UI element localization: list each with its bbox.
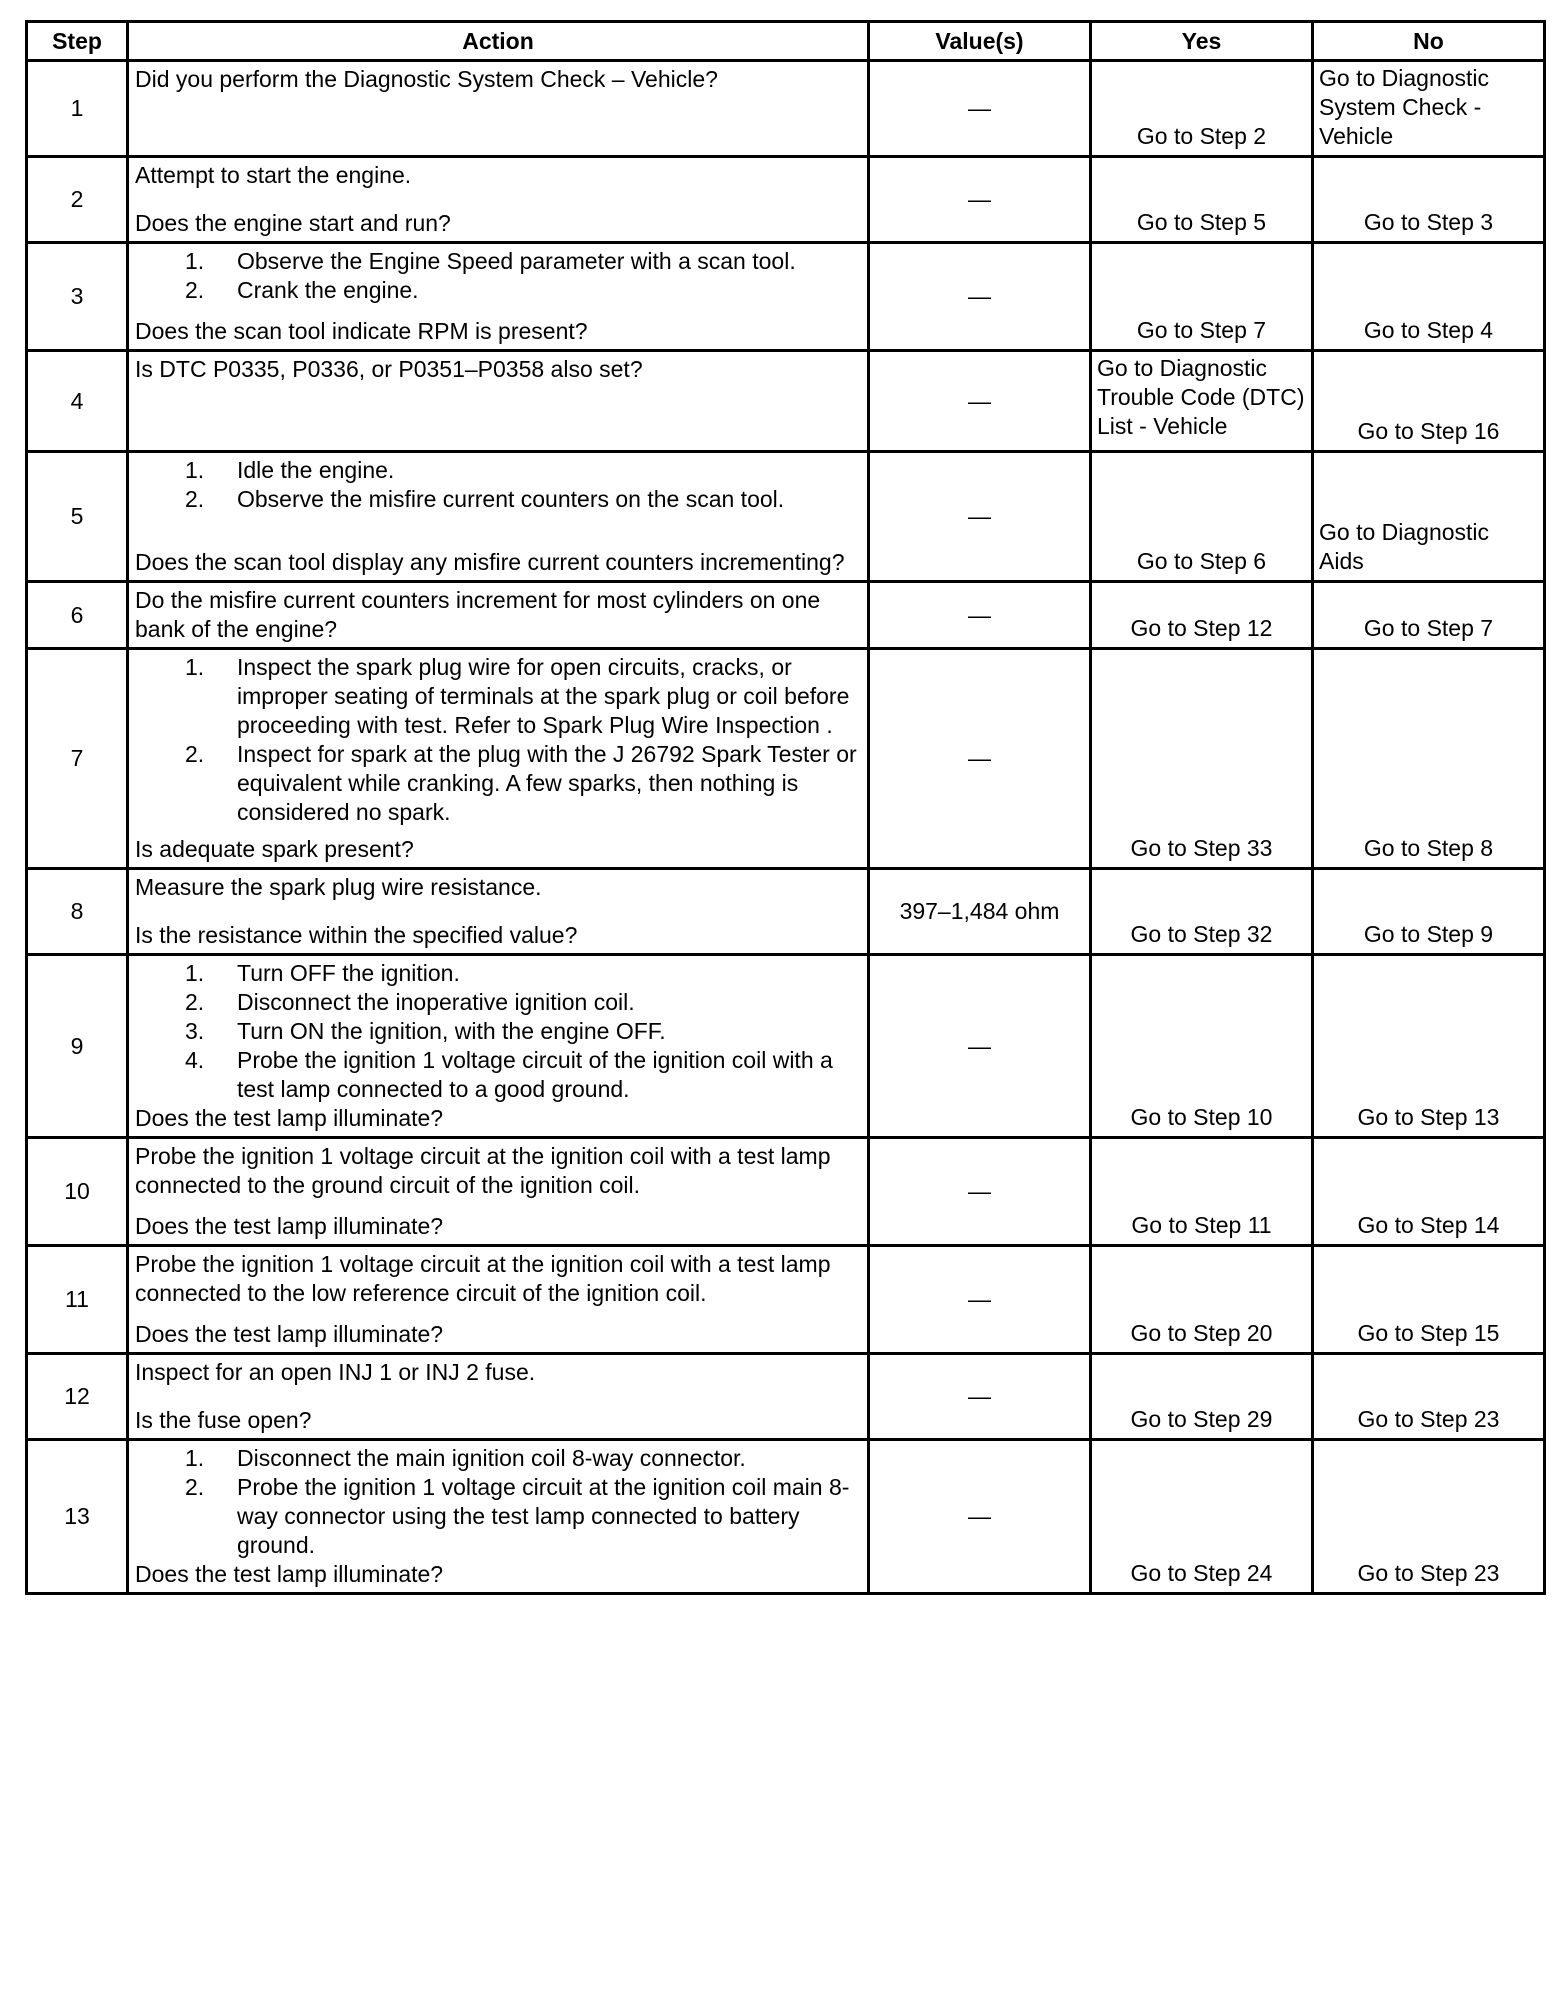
yes-outcome: Go to Diagnostic Trouble Code (DTC) List - Vehicle xyxy=(1091,351,1313,452)
action-steps-list xyxy=(135,247,862,305)
no-outcome: Go to Step 15 xyxy=(1313,1246,1545,1354)
action-cell xyxy=(128,1138,869,1246)
step-number: 12 xyxy=(27,1354,128,1440)
action-steps-list xyxy=(135,959,862,1104)
action-cell xyxy=(128,452,869,582)
action-question: Is the fuse open? xyxy=(135,1407,312,1433)
step-number: 5 xyxy=(27,452,128,582)
action-step-item: 3. Turn ON the ignition, with the engine OFF. xyxy=(185,1018,666,1044)
step-number: 8 xyxy=(27,869,128,955)
table-row xyxy=(27,452,1545,582)
action-step-item: 4. Probe the ignition 1 voltage circuit of the ignition coil with a test lamp connected to a good ground. xyxy=(185,1047,833,1102)
no-outcome: Go to Step 4 xyxy=(1313,243,1545,351)
no-outcome: Go to Step 7 xyxy=(1313,582,1545,649)
value-cell: 397–1,484 ohm xyxy=(869,869,1091,955)
action-step-item: 2. Observe the misfire current counters on the scan tool. xyxy=(185,486,785,512)
action-text: Probe the ignition 1 voltage circuit at the ignition coil with a test lamp connected to the low reference circuit of the ignition coil. xyxy=(135,1251,831,1306)
no-outcome: Go to Step 16 xyxy=(1313,351,1545,452)
value-cell: — xyxy=(869,1138,1091,1246)
action-step-item: 2. Disconnect the inoperative ignition coil. xyxy=(185,989,635,1015)
action-question: Does the test lamp illuminate? xyxy=(135,1321,444,1347)
action-question: Does the test lamp illuminate? xyxy=(135,1561,444,1587)
action-question: Is the resistance within the specified value? xyxy=(135,922,578,948)
step-number: 10 xyxy=(27,1138,128,1246)
value-cell: — xyxy=(869,1246,1091,1354)
action-text: Probe the ignition 1 voltage circuit at the ignition coil with a test lamp connected to the ground circuit of the ignition coil. xyxy=(135,1143,831,1198)
value-cell: — xyxy=(869,1354,1091,1440)
value-cell: — xyxy=(869,157,1091,243)
no-outcome: Go to Diagnostic Aids xyxy=(1313,452,1545,582)
step-number: 1 xyxy=(27,61,128,157)
value-cell: — xyxy=(869,649,1091,869)
action-step-item: 1. Disconnect the main ignition coil 8-way connector. xyxy=(185,1445,746,1471)
action-step-item: 2. Probe the ignition 1 voltage circuit at the ignition coil main 8-way connector using the test lamp connected to battery ground. xyxy=(185,1474,850,1558)
header-action: Action xyxy=(128,22,869,61)
header-yes: Yes xyxy=(1091,22,1313,61)
action-cell xyxy=(128,649,869,869)
yes-outcome: Go to Step 6 xyxy=(1091,452,1313,582)
yes-outcome: Go to Step 32 xyxy=(1091,869,1313,955)
no-outcome: Go to Step 9 xyxy=(1313,869,1545,955)
action-cell xyxy=(128,1246,869,1354)
table-row xyxy=(27,61,1545,157)
table-row xyxy=(27,1138,1545,1246)
action-text: Inspect for an open INJ 1 or INJ 2 fuse. xyxy=(135,1359,536,1385)
action-cell xyxy=(128,1440,869,1594)
action-text: Do the misfire current counters increment for most cylinders on one bank of the engine? xyxy=(135,587,821,642)
no-outcome: Go to Step 3 xyxy=(1313,157,1545,243)
header-row xyxy=(27,22,1545,61)
table-row xyxy=(27,955,1545,1138)
value-cell: — xyxy=(869,955,1091,1138)
action-cell xyxy=(128,869,869,955)
no-outcome: Go to Step 8 xyxy=(1313,649,1545,869)
step-number: 6 xyxy=(27,582,128,649)
action-question: Is adequate spark present? xyxy=(135,836,414,862)
action-steps-list xyxy=(135,456,862,514)
table-row xyxy=(27,243,1545,351)
diagnostic-table xyxy=(25,20,1546,1595)
table-row xyxy=(27,649,1545,869)
action-cell xyxy=(128,955,869,1138)
action-step-item: 2. Crank the engine. xyxy=(185,277,419,303)
no-outcome: Go to Step 14 xyxy=(1313,1138,1545,1246)
step-number: 3 xyxy=(27,243,128,351)
action-step-item: 1. Turn OFF the ignition. xyxy=(185,960,460,986)
action-text: Attempt to start the engine. xyxy=(135,162,412,188)
table-row xyxy=(27,351,1545,452)
no-outcome: Go to Step 23 xyxy=(1313,1354,1545,1440)
action-question: Does the scan tool indicate RPM is present? xyxy=(135,318,588,344)
action-question: Does the test lamp illuminate? xyxy=(135,1213,444,1239)
value-cell: — xyxy=(869,582,1091,649)
yes-outcome: Go to Step 5 xyxy=(1091,157,1313,243)
yes-outcome: Go to Step 2 xyxy=(1091,61,1313,157)
no-outcome: Go to Step 13 xyxy=(1313,955,1545,1138)
action-step-item: 1. Idle the engine. xyxy=(185,457,395,483)
header-no: No xyxy=(1313,22,1545,61)
step-number: 4 xyxy=(27,351,128,452)
header-value: Value(s) xyxy=(869,22,1091,61)
step-number: 7 xyxy=(27,649,128,869)
action-steps-list xyxy=(135,1444,862,1560)
action-cell xyxy=(128,351,869,452)
step-number: 9 xyxy=(27,955,128,1138)
yes-outcome: Go to Step 11 xyxy=(1091,1138,1313,1246)
action-cell xyxy=(128,582,869,649)
yes-outcome: Go to Step 24 xyxy=(1091,1440,1313,1594)
action-cell xyxy=(128,61,869,157)
step-number: 13 xyxy=(27,1440,128,1594)
action-cell xyxy=(128,243,869,351)
action-question: Does the test lamp illuminate? xyxy=(135,1105,444,1131)
table-row xyxy=(27,1440,1545,1594)
no-outcome: Go to Diagnostic System Check - Vehicle xyxy=(1313,61,1545,157)
value-cell: — xyxy=(869,243,1091,351)
step-number: 11 xyxy=(27,1246,128,1354)
action-step-item: 1. Inspect the spark plug wire for open circuits, cracks, or improper seating of terminals at the spark plug or coil before proceeding with test. Refer to Spark Plug Wire Inspection . xyxy=(185,654,850,738)
value-cell: — xyxy=(869,452,1091,582)
table-row xyxy=(27,1354,1545,1440)
table-row xyxy=(27,1246,1545,1354)
yes-outcome: Go to Step 12 xyxy=(1091,582,1313,649)
action-text: Did you perform the Diagnostic System Check – Vehicle? xyxy=(135,66,718,92)
action-steps-list xyxy=(135,653,862,827)
action-question: Does the engine start and run? xyxy=(135,210,451,236)
value-cell: — xyxy=(869,61,1091,157)
table-row xyxy=(27,582,1545,649)
action-text: Measure the spark plug wire resistance. xyxy=(135,874,542,900)
action-text: Is DTC P0335, P0336, or P0351–P0358 also set? xyxy=(135,356,643,382)
table-row xyxy=(27,869,1545,955)
header-step: Step xyxy=(27,22,128,61)
action-question: Does the scan tool display any misfire current counters incrementing? xyxy=(135,549,845,575)
action-step-item: 1. Observe the Engine Speed parameter with a scan tool. xyxy=(185,248,796,274)
action-step-item: 2. Inspect for spark at the plug with the J 26792 Spark Tester or equivalent while cranking. A few sparks, then nothing is considered no spark. xyxy=(185,741,857,825)
yes-outcome: Go to Step 33 xyxy=(1091,649,1313,869)
yes-outcome: Go to Step 7 xyxy=(1091,243,1313,351)
no-outcome: Go to Step 23 xyxy=(1313,1440,1545,1594)
yes-outcome: Go to Step 20 xyxy=(1091,1246,1313,1354)
table-row xyxy=(27,157,1545,243)
yes-outcome: Go to Step 29 xyxy=(1091,1354,1313,1440)
value-cell: — xyxy=(869,351,1091,452)
action-cell xyxy=(128,157,869,243)
value-cell: — xyxy=(869,1440,1091,1594)
action-cell xyxy=(128,1354,869,1440)
step-number: 2 xyxy=(27,157,128,243)
yes-outcome: Go to Step 10 xyxy=(1091,955,1313,1138)
